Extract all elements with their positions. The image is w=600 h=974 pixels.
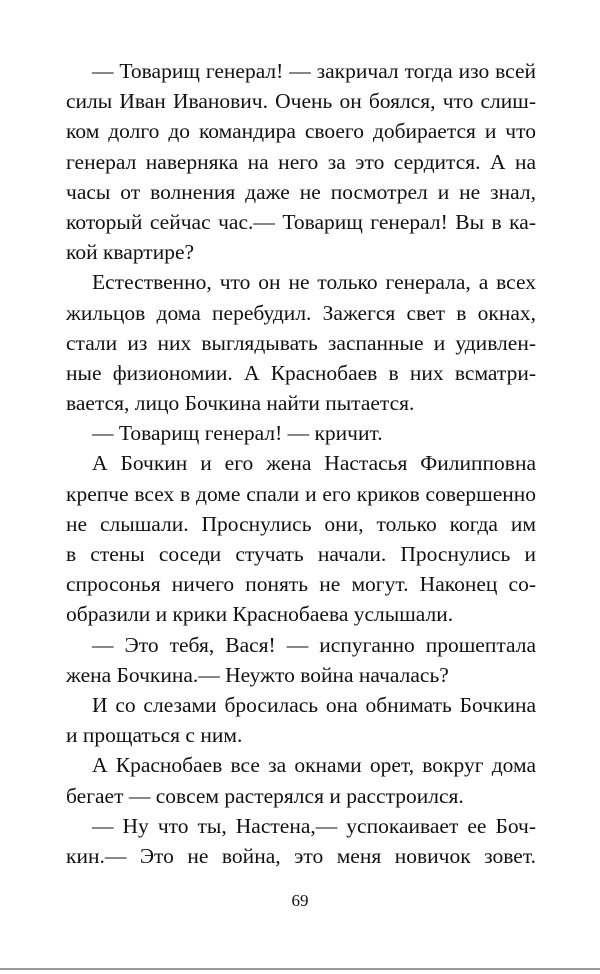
text-line: ком долго до командира своего добирается и что: [66, 119, 536, 144]
text-line: вается, лицо Бочкина найти пытается.: [66, 391, 415, 416]
text-line: в стены соседи стучать начали. Проснулись и: [66, 542, 536, 566]
text-line: генерал наверняка на него за это сердится. А на: [66, 149, 536, 174]
text-line: силы Иван Иванович. Очень он боялся, что слиш-: [66, 89, 536, 114]
page-bottom-edge: [0, 968, 600, 970]
text-line: И со слезами бросилась она обнимать Бочкина: [92, 692, 536, 717]
text-line: крепче всех в доме спали и его криков совершенно: [66, 481, 536, 506]
text-line: жильцов дома перебудил. Зажегся свет в окнах,: [66, 300, 536, 325]
text-line: — Товарищ генерал! — кричит.: [92, 421, 383, 446]
text-line: кой квартире?: [66, 240, 195, 265]
text-line: кин.— Это не война, это меня новичок зовет.: [66, 843, 536, 868]
text-line: спросонья ничего понять не могут. Наконец со-: [66, 572, 536, 597]
text-line: и прощаться с ним.: [66, 723, 243, 748]
text-line: — Ну что ты, Настена,— успокаивает ее Боч-: [92, 813, 536, 838]
body-text: [66, 56, 536, 871]
text-line: стали из них выглядывать заспанные и удивлен-: [66, 330, 536, 355]
text-line: часы от волнения даже не посмотрел и не знал,: [66, 179, 536, 204]
text-line: А Бочкин и его жена Настасья Филипповна: [92, 451, 536, 476]
text-line: образили и крики Краснобаева услышали.: [66, 602, 454, 627]
text-line: — Товарищ генерал! — закричал тогда изо всей: [92, 59, 536, 83]
text-line: — Это тебя, Вася! — испуганно прошептала: [92, 632, 536, 657]
text-line: бегает — совсем растерялся и расстроился.: [66, 783, 464, 808]
page-number: 69: [291, 891, 309, 910]
text-line: не слышали. Проснулись они, только когда им: [66, 511, 536, 536]
text-line: который сейчас час.— Товарищ генерал! Вы в ка-: [66, 209, 536, 234]
text-line: А Краснобаев все за окнами орет, вокруг дома: [92, 753, 536, 778]
text-line: ные физиономии. А Краснобаев в них всматри-: [66, 360, 536, 385]
text-line: Естественно, что он не только генерала, а всех: [92, 270, 536, 295]
text-line: жена Бочкина.— Неужто война началась?: [66, 662, 449, 687]
